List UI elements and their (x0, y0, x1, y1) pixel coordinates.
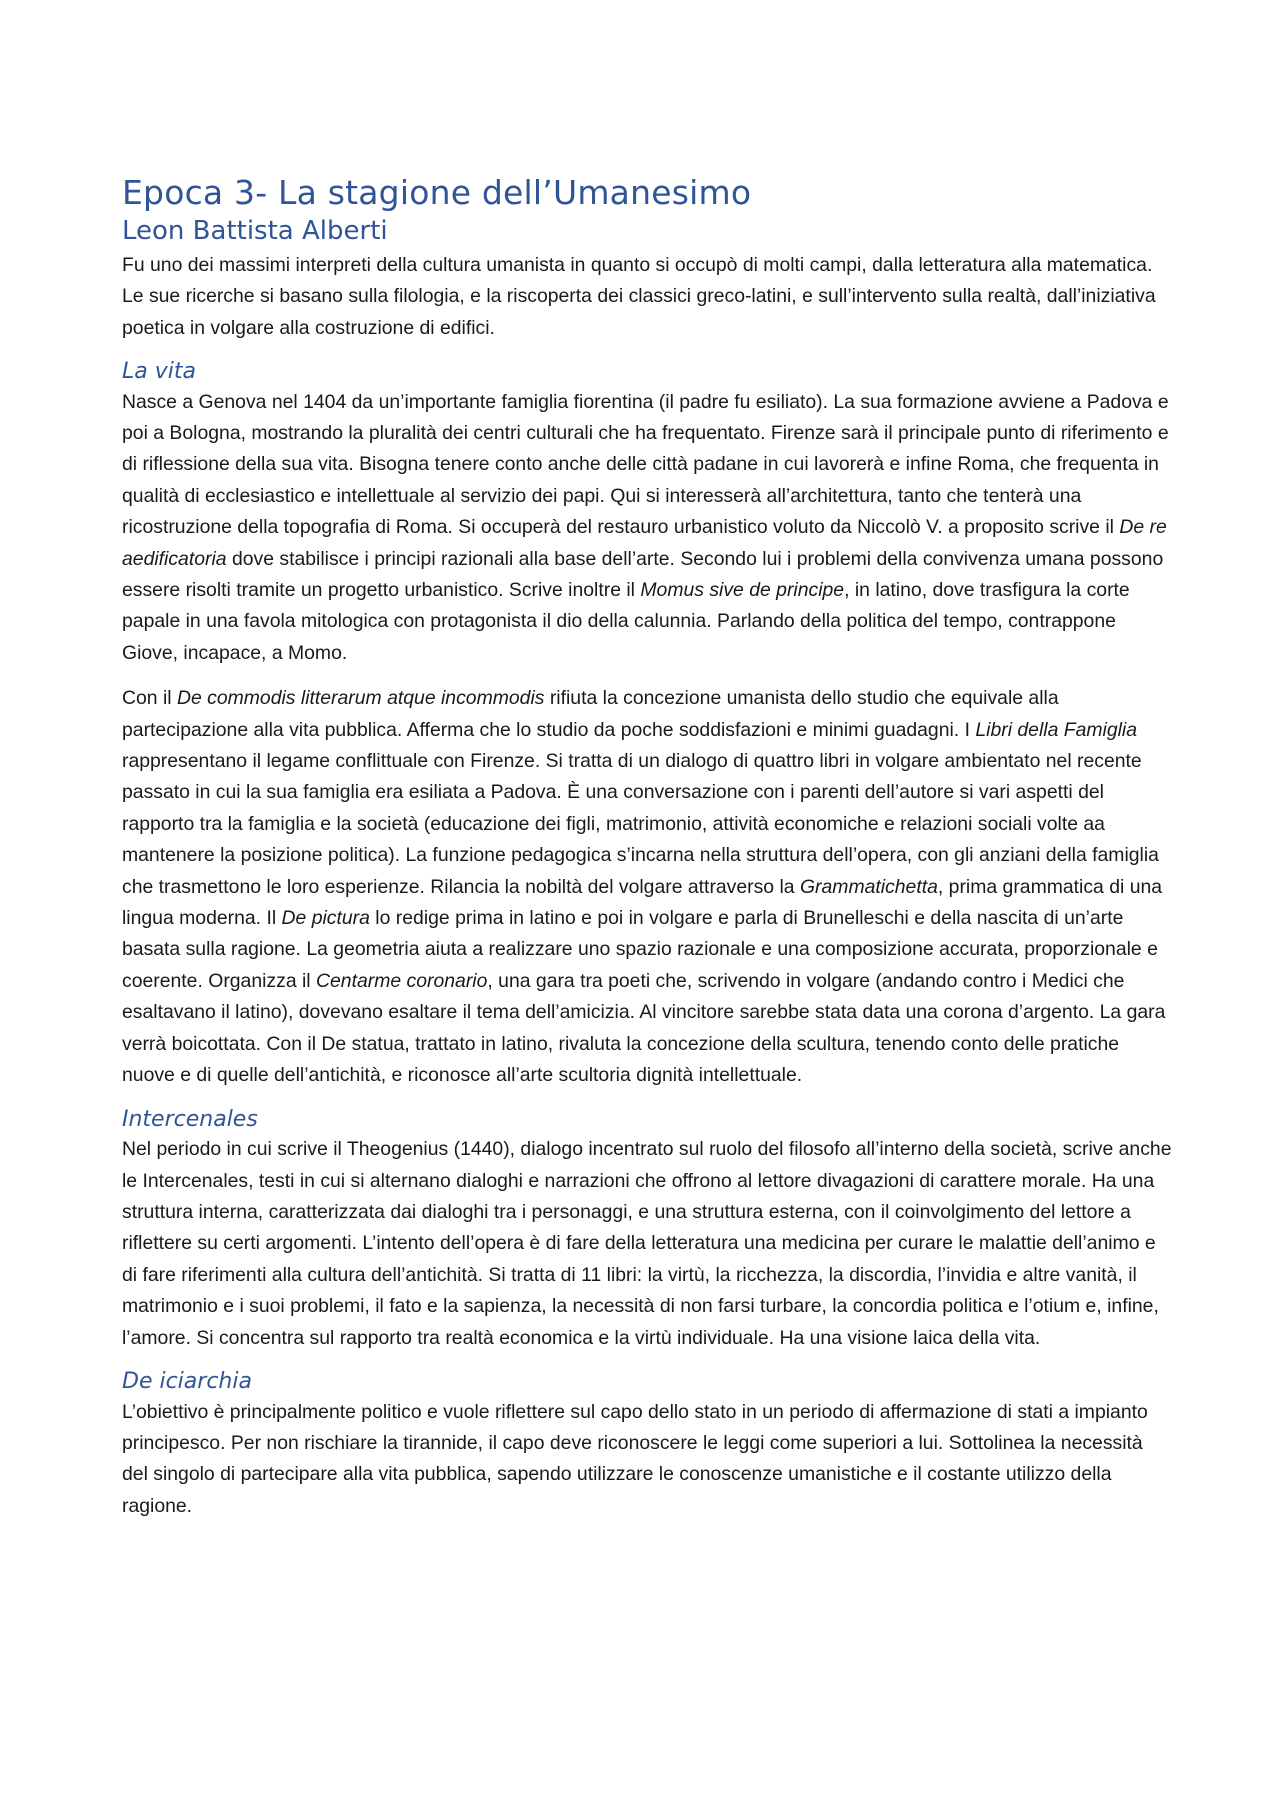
section (122, 1368, 1172, 1522)
section (122, 358, 1172, 1092)
section (122, 1106, 1172, 1354)
paragraph-text: Fu uno dei massimi interpreti della cultura umanista in quanto si occupò di molti campi, dalla letteratura alla matematica. Le sue ricerche si basano sulla filologia, e la riscoperta dei classici greco-latini, e sull’intervento sulla realtà, dall’iniziativa poetica in volgare alla costruzione di edifici. (122, 253, 1156, 339)
paragraph-text: Nel periodo in cui scrive il Theogenius (1440), dialogo incentrato sul ruolo del filosofo all’interno della società, scrive anche le Intercenales, testi in cui si alternano dialoghi e narrazioni che offrono al lettore divagazioni di carattere morale. Ha una struttura interna, caratterizzata dai dialoghi tra i personaggi, e una struttura esterna, con il coinvolgimento del lettore a riflettere su certi argomenti. L’intento dell’opera è di fare della letteratura una medicina per curare le malattie dell’animo e di fare riferimenti alla cultura dell’antichità. Si tratta di 11 libri: la virtù, la ricchezza, la discordia, l’invidia e altre vanità, il matrimonio e i suoi problemi, il fato e la sapienza, la necessità di non farsi turbare, la concordia politica e l’otium e, infine, l’amore. Si concentra sul rapporto tra realtà economica e la virtù individuale. Ha una visione laica della vita. (122, 1138, 1172, 1349)
work-title-text: Grammatichetta (799, 875, 938, 898)
body-paragraph (122, 387, 1172, 670)
work-title-text: De commodis litterarum atque incommodis (176, 687, 545, 710)
paragraph-text: rifiuta la concezione umanista dello studio che equivale alla partecipazione alla vita pubblica. Afferma che lo studio da poche soddisfazioni e minimi guadagni. I (122, 687, 1059, 741)
paragraph-text: dove stabilisce i principi razionali alla base dell’arte. Secondo lui i problemi della convivenza umana possono essere risolti tramite un progetto urbanistico. Scrive inoltre il (122, 547, 1164, 601)
body-paragraph (122, 1397, 1172, 1523)
section-heading: La vita (122, 358, 196, 384)
author-heading: Leon Battista Alberti (122, 216, 388, 247)
work-title-text: De re aedificatoria (122, 516, 1167, 570)
document-title: Epoca 3- La stagione dell’Umanesimo (122, 173, 752, 212)
paragraph-text: , in latino, dove trasfigura la corte papale in una favola mitologica con protagonista il dio della calunnia. Parlando della politica del tempo, contrappone Giove, incapace, a Momo. (122, 579, 1130, 664)
sections-container (122, 358, 1172, 1522)
section-heading: De iciarchia (122, 1368, 252, 1394)
work-title-text: Libri della Famiglia (975, 718, 1138, 741)
work-title-text: Centarme coronario (316, 969, 488, 992)
paragraph-text: , una gara tra poeti che, scrivendo in volgare (andando contro i Medici che esaltavano il latino), dovevano esaltare il tema dell’amicizia. Al vincitore sarebbe stata data una corona d’argento. La gara verrà boicottata. Con il De statua, trattato in latino, rivaluta la concezione della scultura, tenendo conto delle pratiche nuove e di quelle dell’antichità, e riconosce all’arte scultoria dignità intellettuale. (122, 969, 1166, 1087)
paragraph-text: Nasce a Genova nel 1404 da un’importante famiglia fiorentina (il padre fu esiliato). La sua formazione avviene a Padova e poi a Bologna, mostrando la pluralità dei centri culturali che ha frequentato. Firenze sarà il principale punto di riferimento e di riflessione della sua vita. Bisogna tenere conto anche delle città padane in cui lavorerà e infine Roma, che frequenta in qualità di ecclesiastico e intellettuale al servizio dei papi. Qui si interesserà all’architettura, tanto che tenterà una ricostruzione della topografia di Roma. Si occuperà del restauro urbanistico voluto da Niccolò V. a proposito scrive il (122, 390, 1169, 539)
intro-section (122, 250, 1172, 344)
work-title-text: Momus sive de principe (640, 579, 845, 601)
paragraph-text: L’obiettivo è principalmente politico e vuole riflettere sul capo dello stato in un periodo di affermazione di stati a impianto principesco. Per non rischiare la tirannide, il capo deve riconoscere le leggi come superiori a lui. Sottolinea la necessità del singolo di partecipare alla vita pubblica, sapendo utilizzare le conoscenze umanistiche e il costante utilizzo della ragione. (122, 1400, 1148, 1517)
body-paragraph (122, 1134, 1172, 1354)
document-page (122, 172, 1172, 1522)
paragraph-text: rappresentano il legame conflittuale con Firenze. Si tratta di un dialogo di quattro libri in volgare ambientato nel recente passato in cui la sua famiglia era esiliata a Padova. È una conversazione con i parenti dell’autore si vari aspetti del rapporto tra la famiglia e la società (educazione dei figli, matrimonio, attività economiche e relazioni sociali volte aa mantenere la posizione politica). La funzione pedagogica s’incarna nella struttura dell’opera, con gli anziani della famiglia che trasmettono le loro esperienze. Rilancia la nobiltà del volgare attraverso la (122, 750, 1159, 898)
section-heading: Intercenales (122, 1106, 258, 1132)
body-paragraph (122, 250, 1172, 344)
body-paragraph (122, 683, 1172, 1091)
paragraph-text: Con il (122, 687, 177, 710)
paragraph-text: , prima grammatica di una lingua moderna. Il (122, 875, 1163, 930)
work-title-text: De pictura (281, 907, 370, 930)
paragraph-text: lo redige prima in latino e poi in volgare e parla di Brunelleschi e della nascita di un’arte basata sulla ragione. La geometria aiuta a realizzare uno spazio razionale e una composizione accurata, proporzionale e coerente. Organizza il (122, 907, 1158, 992)
